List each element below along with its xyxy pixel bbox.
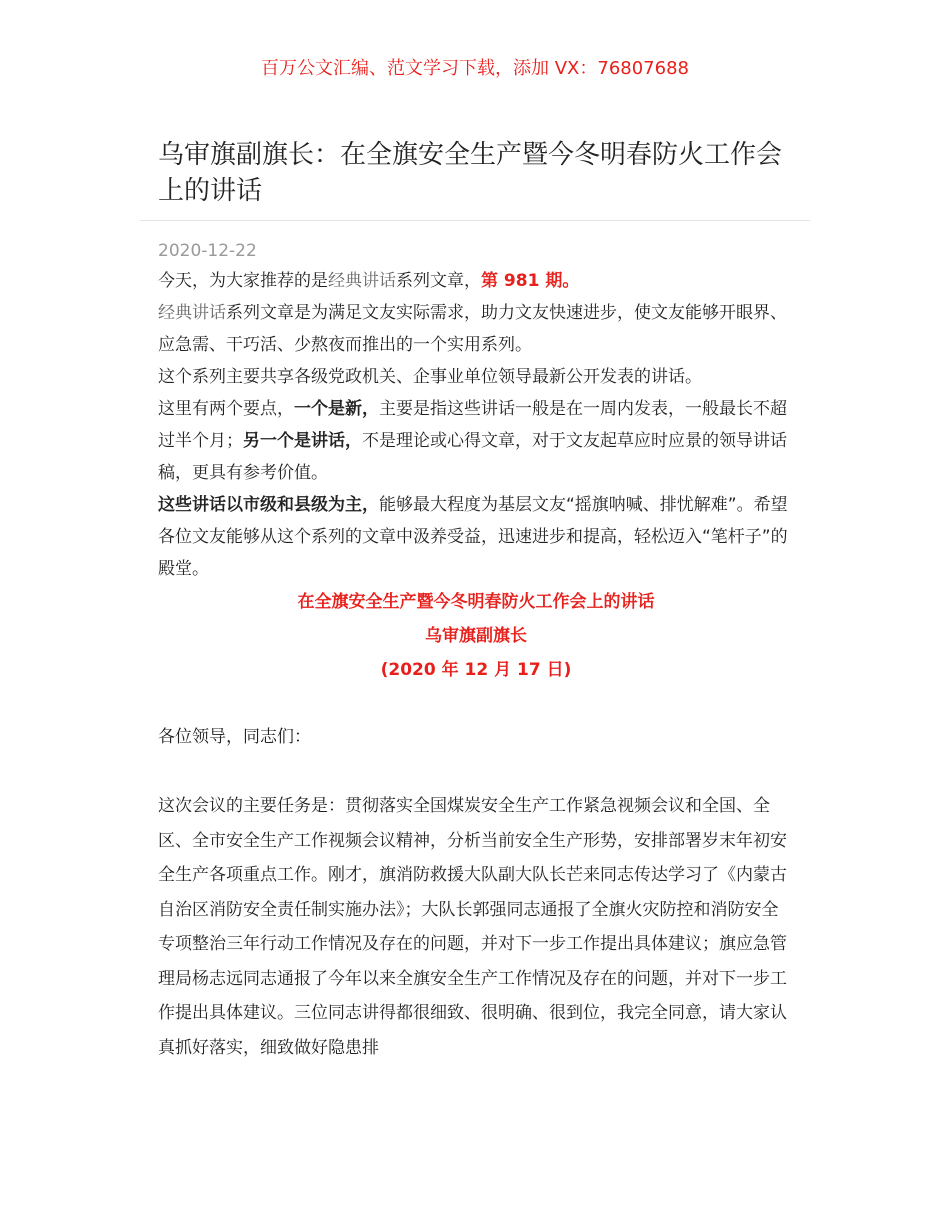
intro-text: 不是理论或心得文章，对于文友起草应时应景的领导讲话稿，更具有参考价值。 — [158, 431, 787, 483]
series-name: 经典讲话 — [158, 303, 226, 323]
intro-paragraph-2 — [158, 297, 794, 361]
key-point-3: 这些讲话以市级和县级为主， — [158, 495, 379, 515]
speech-heading: 在全旗安全生产暨今冬明春防火工作会上的讲话 — [297, 592, 655, 612]
title-divider — [140, 220, 810, 221]
intro-paragraph-5 — [158, 489, 794, 585]
intro-text: 能够最大程度为基层文友“摇旗呐喊、排忧解难”。希望各位文友能够从这个系列的文章中汲养受益，迅速进步和提高，轻松迈入“笔杆子”的殿堂。 — [158, 495, 788, 579]
intro-text: 今天，为大家推荐的是 — [158, 271, 328, 291]
intro-paragraph-4 — [158, 393, 794, 489]
speech-body: 这次会议的主要任务是：贯彻落实全国煤炭安全生产工作紧急视频会议和全国、全区、全市安全生产工作视频会议精神，分析当前安全生产形势，安排部署岁末年初安全生产各项重点工作。刚才，旗消防救援大队副大队长芒来同志传达学习了《内蒙古自治区消防安全责任制实施办法》；大队长郭强同志通报了全旗火灾防控和消防安全专项整治三年行动工作情况及存在的问题，并对下一步工作提出具体建议；旗应急管理局杨志远同志通报了今年以来全旗安全生产工作情况及存在的问题，并对下一步工作提出具体建议。三位同志讲得都很细致、很明确、很到位，我完全同意，请大家认真抓好落实，细致做好隐患排 — [158, 796, 787, 1058]
intro-text: 系列文章， — [396, 271, 481, 291]
speech-greeting: 各位领导，同志们： — [158, 727, 311, 747]
intro-text: 系列文章是为满足文友实际需求，助力文友快速进步，使文友能够开眼界、应急需、干巧活、少熬夜而推出的一个实用系列。 — [158, 303, 787, 355]
intro-paragraph-1 — [158, 265, 794, 297]
intro-paragraph-3: 这个系列主要共享各级党政机关、企事业单位领导最新公开发表的讲话。 — [158, 367, 702, 387]
speech-date: (2020 年 12 月 17 日) — [380, 660, 572, 680]
key-point-1: 一个是新， — [294, 399, 379, 419]
intro-text: 主要是指这些讲话一般是在一周内发表，一般最长不超过半个月； — [158, 399, 787, 451]
article-title: 乌审旗副旗长：在全旗安全生产暨今冬明春防火工作会上的讲话 — [158, 140, 783, 206]
article-body — [158, 265, 794, 1065]
intro-text: 这里有两个要点， — [158, 399, 294, 419]
key-point-2: 另一个是讲话， — [243, 431, 362, 451]
speech-speaker: 乌审旗副旗长 — [425, 626, 527, 646]
issue-number: 第 981 期。 — [481, 271, 580, 291]
promo-banner: 百万公文汇编、范文学习下载，添加 VX：76807688 — [261, 58, 689, 79]
publish-date: 2020-12-22 — [158, 241, 257, 261]
series-name: 经典讲话 — [328, 271, 396, 291]
